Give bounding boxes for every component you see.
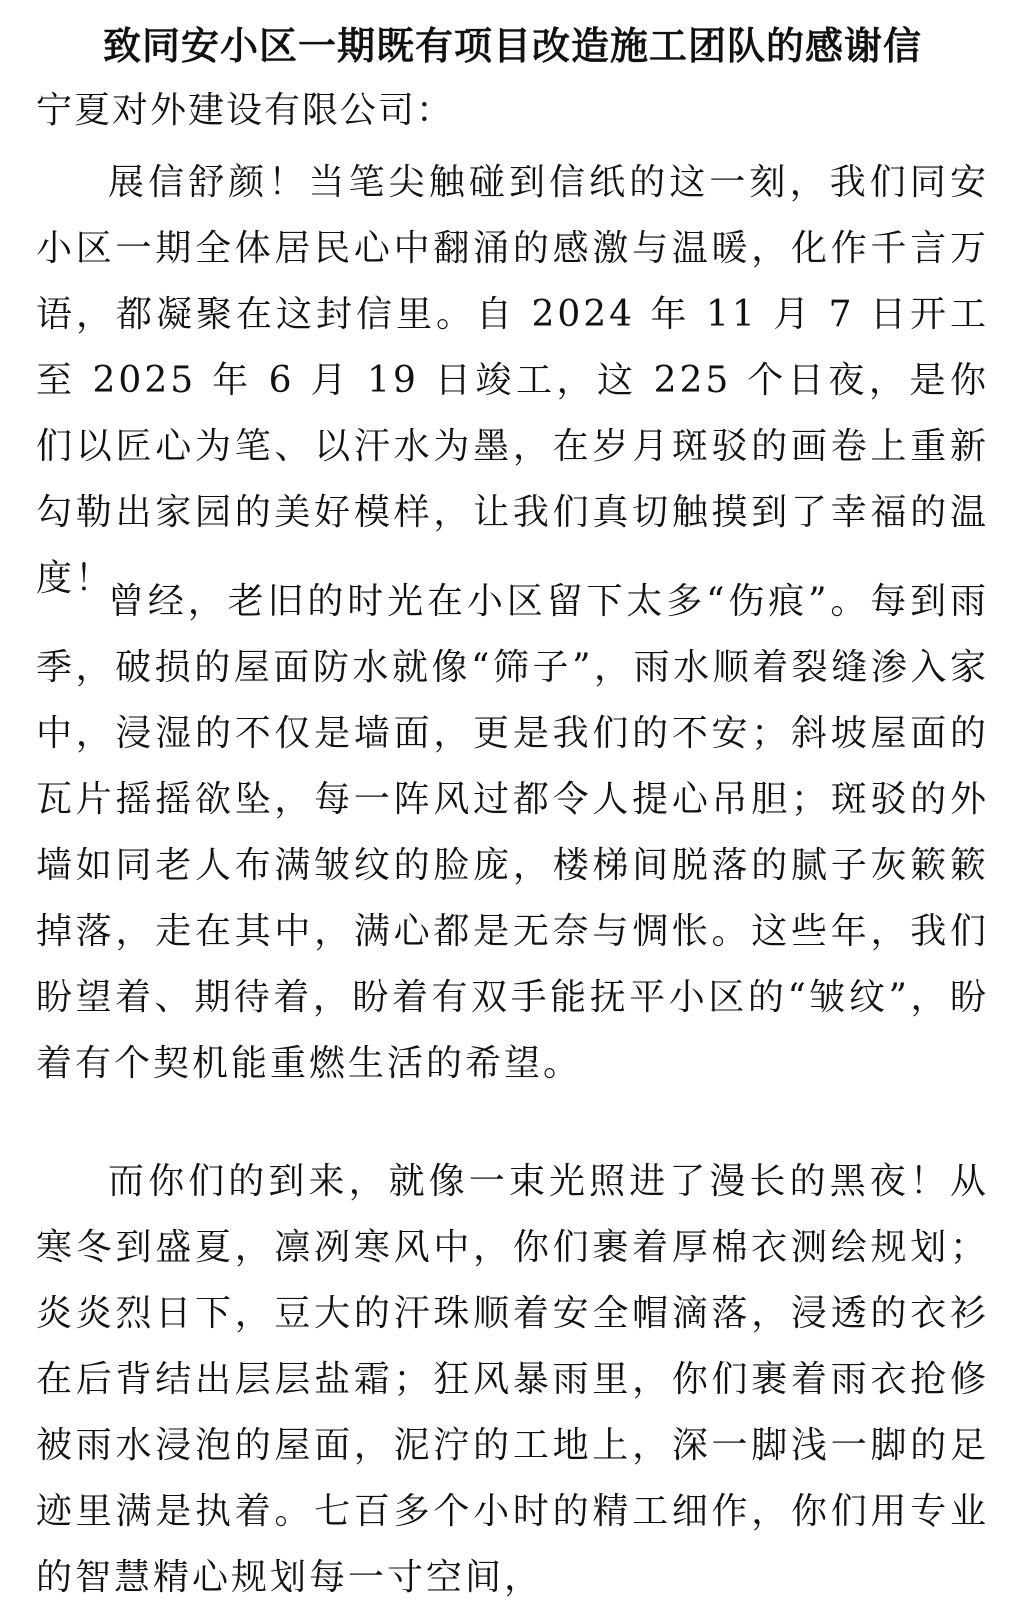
letter-title: 致同安小区一期既有项目改造施工团队的感谢信 [102, 23, 922, 68]
letter-paragraph: 展信舒颜！当笔尖触碰到信纸的这一刻，我们同安小区一期全体居民心中翻涌的感激与温暖，化作千言万语，都凝聚在这封信里。自 2024 年 11 月 7 日开工至 2025 年 6 月 19 日竣工，这 225 个日夜，是你们以匠心为笔、以汗水为墨，在岁月斑驳的画卷上重新勾勒出家园的美好模样，让我们真切触摸到了幸福的温度！ [36, 162, 989, 599]
letter-salutation: 宁夏对外建设有限公司： [36, 90, 455, 131]
letter-paragraph: 而你们的到来，就像一束光照进了漫长的黑夜！从寒冬到盛夏，凛冽寒风中，你们裹着厚棉衣测绘规划；炎炎烈日下，豆大的汗珠顺着安全帽滴落，浸透的衣衫在后背结出层层盐霜；狂风暴雨里，你们裹着雨衣抢修被雨水浸泡的屋面，泥泞的工地上，深一脚浅一脚的足迹里满是执着。七百多个小时的精工细作，你们用专业的智慧精心规划每一寸空间， [36, 1161, 989, 1598]
letter-paragraph: 曾经，老旧的时光在小区留下太多“伤痕”。每到雨季，破损的屋面防水就像“筛子”，雨水顺着裂缝渗入家中，浸湿的不仅是墙面，更是我们的不安；斜坡屋面的瓦片摇摇欲坠，每一阵风过都令人提心吊胆；斑驳的外墙如同老人布满皱纹的脸庞，楼梯间脱落的腻子灰簌簌掉落，走在其中，满心都是无奈与惆怅。这些年，我们盼望着、期待着，盼着有双手能抚平小区的“皱纹”，盼着有个契机能重燃生活的希望。 [36, 581, 989, 1084]
